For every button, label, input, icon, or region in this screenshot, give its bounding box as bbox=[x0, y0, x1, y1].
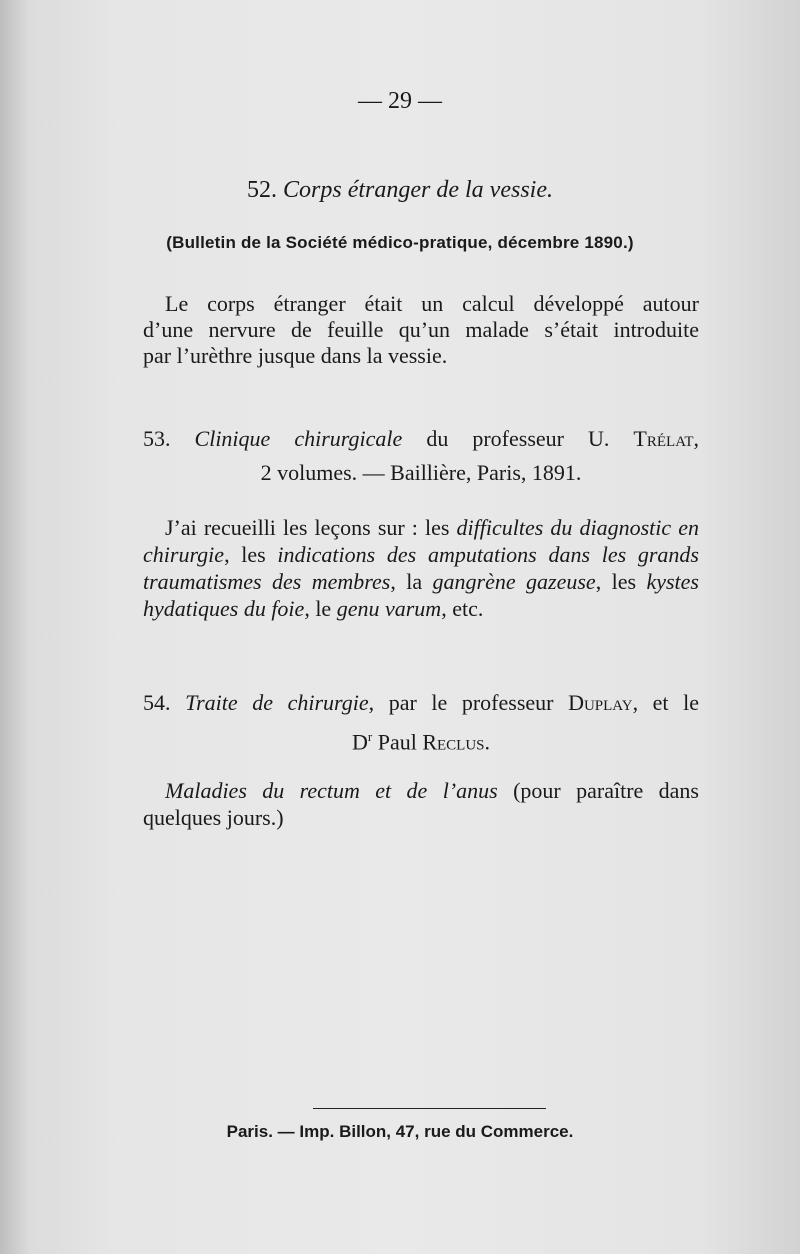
entry-52-body bbox=[143, 291, 699, 369]
entry-53-author: Trélat, bbox=[633, 426, 700, 451]
entry-53-text-3: , la bbox=[390, 569, 433, 594]
entry-52-source: (Bulletin de la Société médico-pratique, décembre 1890.) bbox=[166, 233, 634, 252]
entry-52-title bbox=[0, 177, 800, 204]
entry-53-text-4: , les bbox=[595, 569, 647, 594]
entry-53-text-5: , le bbox=[304, 596, 337, 621]
entry-52-line-2: d’une nervure de feuille qu’un malade s’était introduite bbox=[143, 317, 699, 342]
entry-54-title-line-2 bbox=[143, 720, 699, 759]
entry-53-topic-1: difficultes du diagnostic en chirurgie bbox=[143, 515, 699, 567]
entry-53-topic-2: indications des amputations dans les grands traumatismes des membres bbox=[143, 542, 699, 594]
entry-54-doctor-sup: r bbox=[367, 729, 373, 744]
entry-53-title-line-1 bbox=[143, 422, 699, 456]
entry-53-topic-4: kystes hydatiques du foie bbox=[143, 569, 699, 621]
entry-53-text-2: , les bbox=[224, 542, 278, 567]
entry-54-doctor-prefix: D bbox=[351, 729, 368, 755]
entry-54-title-rest-1: , par le professeur bbox=[368, 690, 554, 715]
entry-54-title bbox=[143, 686, 699, 759]
entry-53-title-line-2: 2 volumes. — Baillière, Paris, 1891. bbox=[260, 460, 582, 485]
entry-53-text-1: J’ai recueilli les leçons sur : les bbox=[165, 515, 457, 540]
imprint: Paris. — Imp. Billon, 47, rue du Commerce. bbox=[226, 1122, 574, 1141]
entry-54-title-line-1 bbox=[143, 686, 699, 720]
entry-54-book-title: Maladies du rectum et de l’anus bbox=[165, 778, 498, 803]
entry-52-number: 52. bbox=[247, 177, 278, 203]
entry-53-topic-5: genu varum bbox=[336, 596, 442, 621]
entry-53-title-text: Clinique chirurgicale bbox=[194, 426, 403, 451]
entry-53-number: 53. bbox=[143, 426, 171, 451]
entry-53-text-6: , etc. bbox=[441, 596, 484, 621]
entry-54-number: 54. bbox=[143, 690, 171, 715]
entry-53-title-rest: du professeur U. bbox=[426, 426, 610, 451]
entry-52-line-1: Le corps étranger était un calcul développé autour bbox=[165, 291, 699, 316]
entry-53-topic-3: gangrène gazeuse bbox=[432, 569, 596, 594]
entry-54-author-2: Reclus. bbox=[422, 729, 491, 755]
entry-54-doctor-name: Paul bbox=[372, 729, 417, 755]
entry-54-title-rest-2: , et le bbox=[632, 690, 699, 715]
entry-54-title-text: Traite de chirurgie bbox=[185, 690, 369, 715]
page-number: — 29 — bbox=[358, 88, 442, 114]
entry-53-title bbox=[143, 422, 699, 490]
entry-52-line-3: par l’urèthre jusque dans la vessie. bbox=[143, 343, 448, 368]
entry-54-body bbox=[143, 777, 699, 831]
imprint-rule bbox=[313, 1108, 546, 1109]
entry-54-body-rest: (pour paraître dans quelques jours.) bbox=[143, 778, 699, 830]
entry-54-author-1: Duplay bbox=[568, 690, 633, 715]
entry-53-body bbox=[143, 514, 699, 622]
entry-52-title-text: Corps étranger de la vessie. bbox=[283, 177, 553, 203]
